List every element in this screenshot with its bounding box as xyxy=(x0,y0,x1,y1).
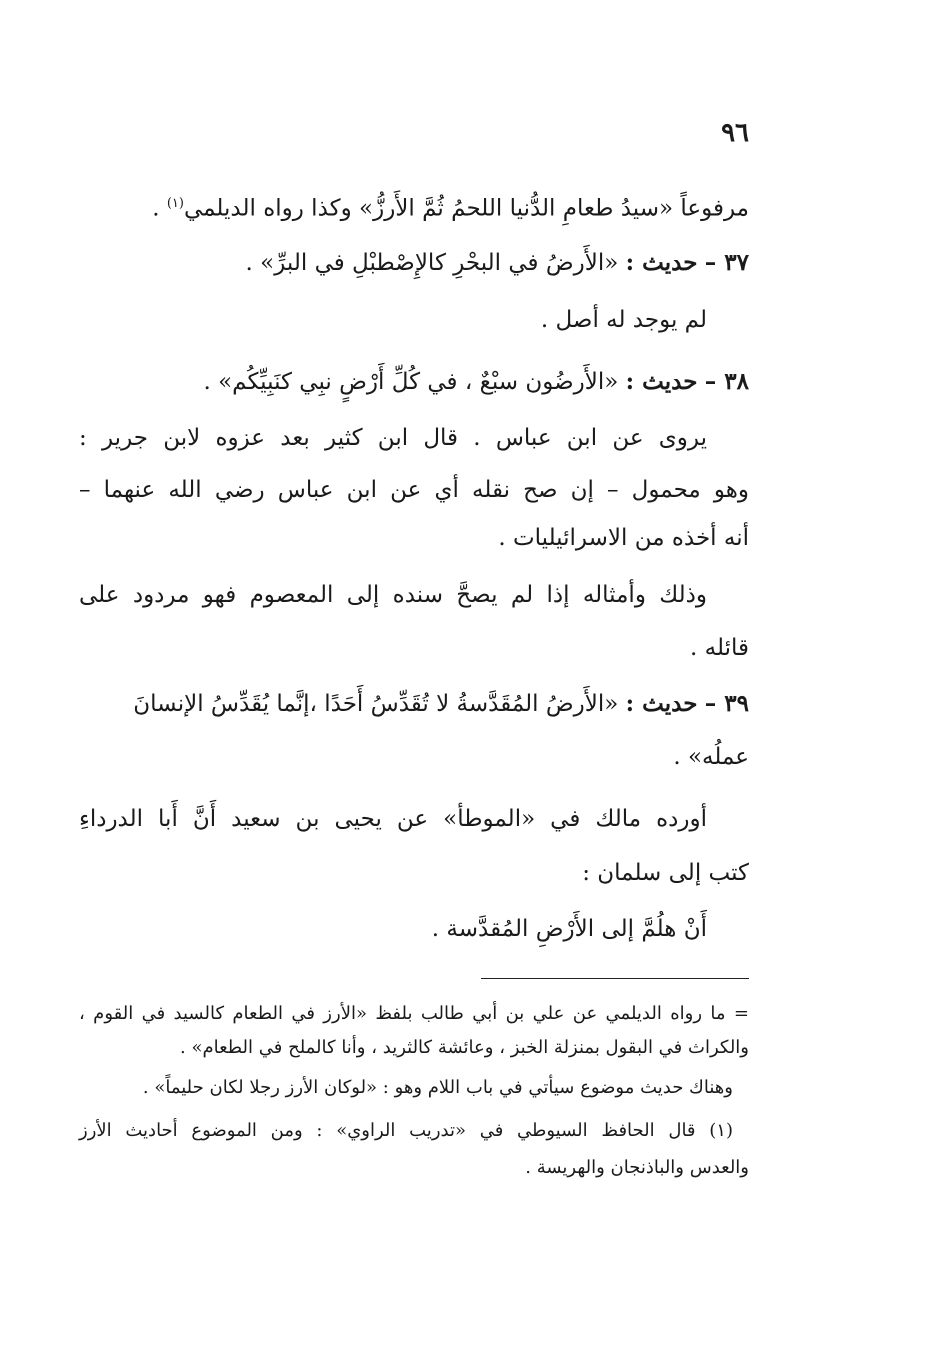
hadith-38-label: حديث : xyxy=(625,368,698,395)
hadith-38-comment-5: قائله . xyxy=(690,635,749,661)
period: . xyxy=(152,195,160,222)
hadith-38-comment-1: يروى عن ابن عباس . قال ابن كثير بعد عزوه لابن جرير : xyxy=(79,425,707,451)
hadith-37-heading xyxy=(79,243,749,283)
hadith-39-comment-3: أَنْ هلُمَّ إلى الأَرْضِ المُقدَّسة . xyxy=(431,916,707,942)
hadith-37-text: «الأَرضُ في البحْرِ كالإِصْطبْلِ في البرِّ» . xyxy=(245,250,619,276)
hadith-39-text: «الأَرضُ المُقَدَّسةُ لا تُقَدِّسُ أَحَدًا ،إنَّما يُقَدِّسُ الإنسانَ xyxy=(133,691,619,717)
footnote-line-1: = ما رواه الديلمي عن علي بن أبي طالب بلفظ «الأرز في الطعام كالسيد في القوم ، xyxy=(79,1003,749,1024)
hadith-39-comment-2: كتب إلى سلمان : xyxy=(582,860,749,886)
footnote-line-3: وهناك حديث موضوع سيأتي في باب اللام وهو : «لوكان الأرز رجلا لكان حليماً» . xyxy=(142,1077,733,1098)
hadith-38-comment-3: أنه أخذه من الاسرائيليات . xyxy=(498,525,749,551)
hadith-38-comment-4: وذلك وأمثاله إذا لم يصحَّ سنده إلى المعصوم فهو مردود على xyxy=(79,582,707,608)
hadith-38-comment-2: وهو محمول – إن صح نقله أي عن ابن عباس رضي الله عنهما – xyxy=(79,477,749,503)
footnote-line-4: (١) قال الحافظ السيوطي في «تدريب الراوي» : ومن الموضوع أحاديث الأرز xyxy=(79,1120,733,1141)
continuation-text: مرفوعاً «سيدُ طعامِ الدُّنيا اللحمُ ثُمَّ الأَرزُّ» وكذا رواه الديلمي xyxy=(183,195,749,222)
page-number: ٩٦ xyxy=(721,118,749,148)
hadith-38-text: «الأَرضُون سبْعٌ ، في كُلِّ أَرْضٍ نبِي كنَبِيِّكُم» . xyxy=(203,369,619,395)
footnote-line-5: والعدس والباذنجان والهريسة . xyxy=(525,1157,749,1178)
hadith-37-label: حديث : xyxy=(625,249,698,276)
hadith-39-number: ٣٩ – xyxy=(704,690,749,717)
footnote-divider xyxy=(481,978,749,979)
hadith-38-number: ٣٨ – xyxy=(704,368,749,395)
hadith-39-heading xyxy=(79,684,749,724)
text-line-continuation xyxy=(79,184,749,229)
hadith-39-text-continued: عملُه» . xyxy=(673,744,749,770)
footnote-line-2: والكراث في البقول بمنزلة الخبز ، وعائشة كالثريد ، وأنا كالملح في الطعام» . xyxy=(180,1037,749,1058)
hadith-39-comment-1: أورده مالك في «الموطأ» عن يحيى بن سعيد أَنَّ أَبا الدرداءِ xyxy=(79,806,707,832)
hadith-38-heading xyxy=(79,362,749,402)
hadith-37-comment: لم يوجد له أصل . xyxy=(540,307,707,333)
hadith-37-number: ٣٧ – xyxy=(704,249,749,276)
hadith-39-label: حديث : xyxy=(625,690,698,717)
footnote-marker: (١) xyxy=(166,196,184,211)
